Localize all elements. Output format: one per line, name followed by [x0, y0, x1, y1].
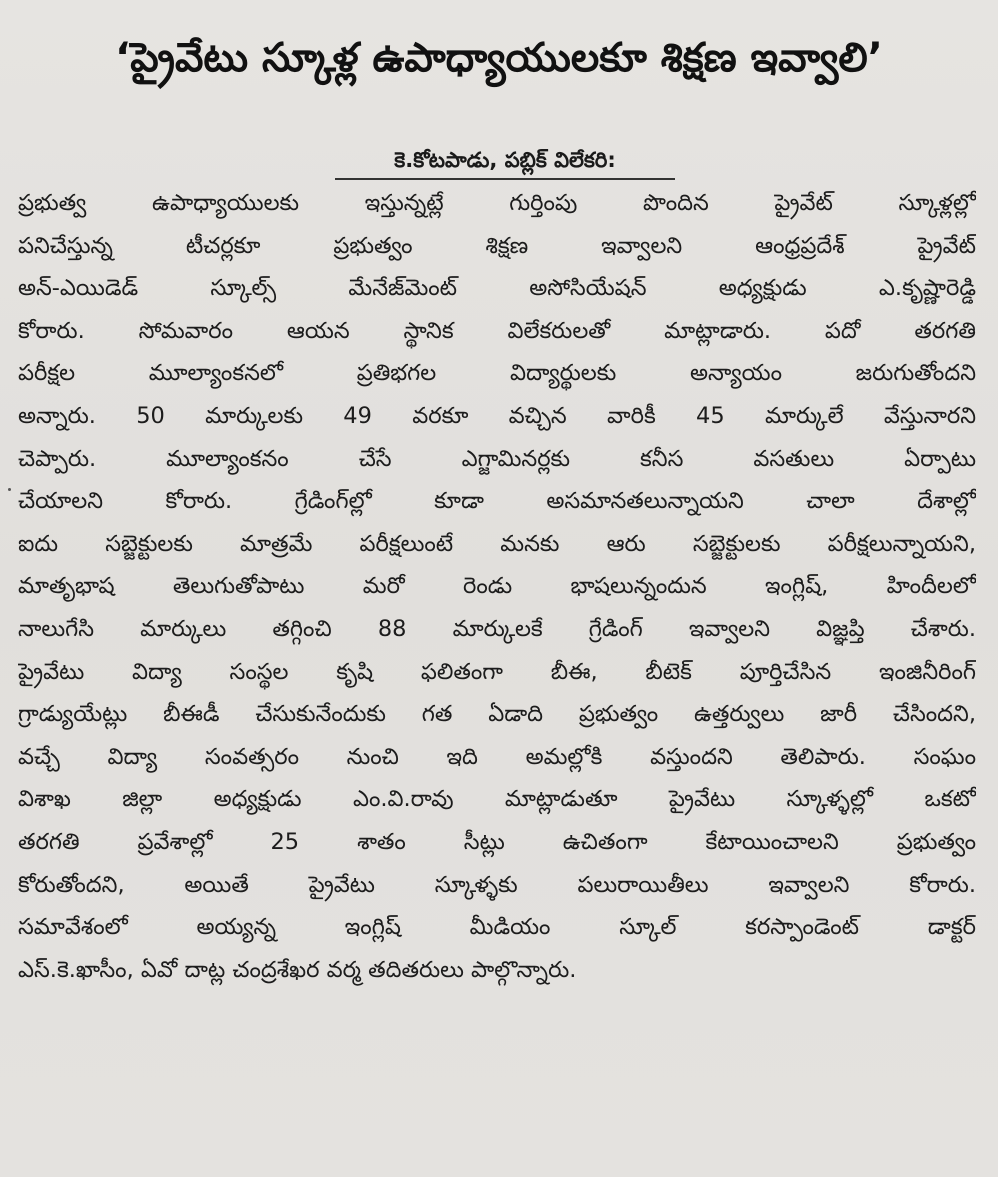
- article-line: కోరారు. సోమవారం ఆయన స్థానిక విలేకరులతో మాట్లాడారు. పదో తరగతి: [18, 317, 976, 344]
- article-line: గ్రాడ్యుయేట్లు బీఈడీ చేసుకునేందుకు గత ఏడాది ప్రభుత్వం ఉత్తర్వులు జారీ చేసిందని,: [18, 701, 976, 728]
- article-line: అన్-ఎయిడెడ్ స్కూల్స్ మేనేజ్‌మెంట్ అసోసియేషన్ అధ్యక్షుడు ఎ.కృష్ణారెడ్డి: [18, 275, 976, 302]
- article-line: పనిచేస్తున్న టీచర్లకూ ప్రభుత్వం శిక్షణ ఇవ్వాలని ఆంధ్రప్రదేశ్ ప్రైవేట్: [18, 232, 976, 259]
- article-line: వచ్చే విద్యా సంవత్సరం నుంచి ఇది అమల్లోకి వస్తుందని తెలిపారు. సంఘం: [18, 743, 976, 770]
- article-line: చేయాలని కోరారు. గ్రేడింగ్‌ల్లో కూడా అసమానతలున్నాయని చాలా దేశాల్లో: [18, 488, 976, 515]
- article-line: అన్నారు. 50 మార్కులకు 49 వరకూ వచ్చిన వారికీ 45 మార్కులే వేస్తునారని: [18, 402, 976, 429]
- article-line: పరీక్షల మూల్యాంకనలో ప్రతిభగల విద్యార్థులకు అన్యాయం జరుగుతోందని: [18, 360, 976, 387]
- article-line: మాతృభాష తెలుగుతోపాటు మరో రెండు భాషలున్నందున ఇంగ్లిష్, హిందీలలో: [18, 573, 976, 600]
- print-speck: [8, 488, 11, 491]
- headline: ‘ప్రైవేటు స్కూళ్ల ఉపాధ్యాయులకూ శిక్షణ ఇవ్వాలి’: [115, 35, 883, 81]
- article-line: సమావేశంలో అయ్యన్న ఇంగ్లిష్ మీడియం స్కూల్ కరస్పాండెంట్ డాక్టర్: [18, 914, 976, 941]
- dateline: కె.కోటపాడు, పబ్లిక్ విలేకరి:: [335, 142, 675, 180]
- article-line: నాలుగేసి మార్కులు తగ్గించి 88 మార్కులకే గ్రేడింగ్ ఇవ్వాలని విజ్ఞప్తి చేశారు.: [18, 615, 976, 642]
- article-line: కోరుతోందని, అయితే ప్రైవేటు స్కూళ్ళకు పలురాయితీలు ఇవ్వాలని కోరారు.: [18, 871, 976, 898]
- article-line: ఎస్.కె.ఖాసీం, ఏవో దాట్ల చంద్రశేఖర వర్మ తదితరులు పాల్గొన్నారు.: [18, 956, 577, 983]
- article-line: తరగతి ప్రవేశాల్లో 25 శాతం సీట్లు ఉచితంగా కేటాయించాలని ప్రభుత్వం: [18, 828, 976, 855]
- article-body: [18, 182, 976, 991]
- article-line: ఐదు సబ్జెక్టులకు మాత్రమే పరీక్షలుంటే మనకు ఆరు సబ్జెక్టులకు పరీక్షలున్నాయని,: [18, 530, 976, 557]
- article-line: ప్రభుత్వ ఉపాధ్యాయులకు ఇస్తున్నట్లే గుర్తింపు పొందిన ప్రైవేట్ స్కూళ్లల్లో: [18, 190, 976, 216]
- article-line: చెప్పారు. మూల్యాంకనం చేసే ఎగ్జామినర్లకు కనీస వసతులు ఏర్పాటు: [18, 445, 976, 472]
- article-line: విశాఖ జిల్లా అధ్యక్షుడు ఎం.వి.రావు మాట్లాడుతూ ప్రైవేటు స్కూళ్ళల్లో ఒకటో: [18, 786, 976, 813]
- article-line: ప్రైవేటు విద్యా సంస్థల కృషి ఫలితంగా బీఈ, బీటెక్ పూర్తిచేసిన ఇంజినీరింగ్: [18, 658, 976, 685]
